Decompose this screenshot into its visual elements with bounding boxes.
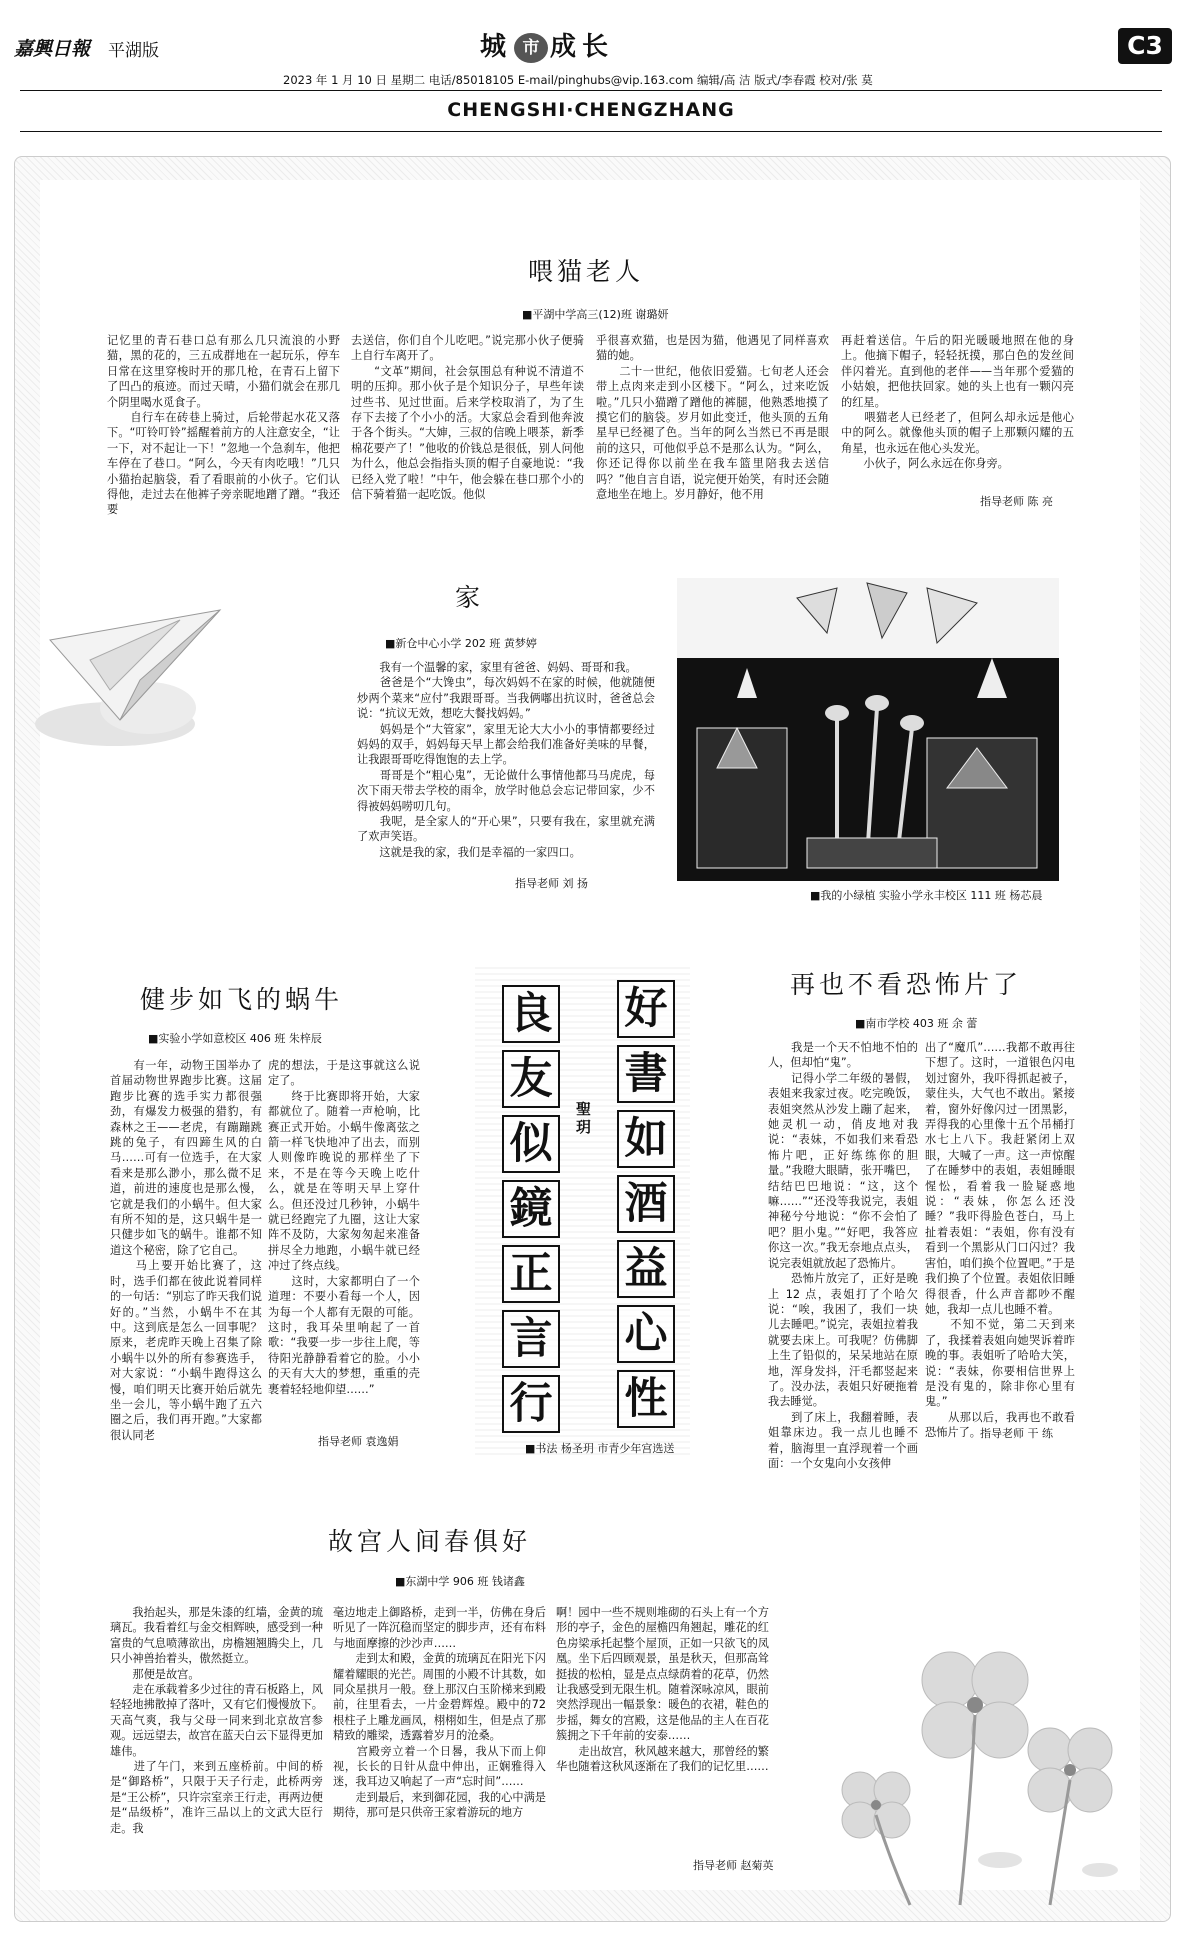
calligraphy-char: 心 bbox=[617, 1305, 675, 1363]
article-paragraph: 乎很喜欢猫，也是因为猫，他遇见了同样喜欢猫的她。 二十一世纪，他依旧爱猫。七旬老人还会带上点肉来走到小区楼下。“阿么，过来吃饭啦。”几只小猫蹭了蹭他的裤腿，他熟悉地摸了摸它们的脑袋。岁月如此变迁，他头顶的五角星早已经褪了色。当年的阿么当然已不再是眼前的这只，可他似乎总不是那么认为。“阿么，你还记得你以前坐在我车篮里陪我去送信吗？”他自言自语，说完便开始笑，有时还会随意地坐在地上。岁月静好，他不用 bbox=[596, 334, 829, 502]
article-paragraph: 我有一个温馨的家，家里有爸爸、妈妈、哥哥和我。 爸爸是个“大馋虫”，每次妈妈不在家的时候，他就随便炒两个菜来“应付”我跟哥哥。当我俩嘟出抗议时，爸爸总会说：“抗议无效，想吃大餐找妈妈。” 妈妈是个“大管家”，家里无论大大小小的事情都要经过妈妈的双手，妈妈每天早上都会给我们准备好美味的早餐，让我跟哥哥吃得饱饱的去上学。 哥哥是个“粗心鬼”，无论做什么事情他都马马虎虎，每次下雨天带去学校的雨伞，放学时他总会忘记带回家，少不得被妈妈唠叨几句。 我呢，是全家人的“开心果”，只要有我在，家里就充满了欢声笑语。 这就是我的家，我们是幸福的一家四口。 bbox=[357, 661, 655, 859]
article-byline-snail: ■实验小学如意校区 406 班 朱梓辰 bbox=[148, 1032, 322, 1045]
painting-caption: ■我的小绿植 实验小学永丰校区 111 班 杨芯晨 bbox=[810, 889, 1043, 902]
teacher-credit: 指导老师 袁逸娟 bbox=[318, 1435, 399, 1448]
article-title-feed-cat: 喂猫老人 bbox=[528, 257, 645, 286]
student-painting-image bbox=[677, 578, 1059, 881]
article-paragraph: 再赶着送信。午后的阳光暖暖地照在他的身上。他摘下帽子，轻轻抚摸，那白色的发丝间伴闪着光。直到他的老伴——当年那个爱猫的小姑娘，把他扶回家。她的头上也有一颗闪亮的红星。 喂猫老人已经老了，但阿么却永远是他心中的阿么。就像他头顶的帽子上那颗闪耀的五角星，也永远在他心头发光。 小伙子，阿么永远在你身旁。 bbox=[841, 334, 1074, 471]
article-paragraph: 有一年，动物王国举办了首届动物世界跑步比赛。这届跑步比赛的选手实力都很强劲，有爆发力极强的猎豹，有森林之王——老虎，有蹦蹦跳跳的兔子，有四蹄生风的白马……可有一位选手，在大家看来是那么渺小，那么微不足道，前进的速度也是那么慢，它就是我们的小蜗牛。但大家有所不知的是，这只蜗牛是一只健步如飞的蜗牛。谁都不知道这个秘密，除了它自己。 马上要开始比赛了，这时，选手们都在彼此说着同样的一句话：“别忘了昨天我们说好的。”当然，小蜗牛不在其中。这到底是怎么一回事呢？原来，老虎昨天晚上召集了除小蜗牛以外的所有参赛选手，对大家说：“小蜗牛跑得这么慢，咱们明天比赛开始后就先坐一会儿，等小蜗牛跑了五六圈之后，我们再开跑。”大家都很认同老 bbox=[110, 1059, 262, 1442]
calligraphy-char: 書 bbox=[617, 1045, 675, 1103]
clover-flowers-illustration bbox=[800, 1620, 1140, 1910]
section-title bbox=[480, 26, 614, 63]
calligraphy-char: 鏡 bbox=[502, 1180, 560, 1238]
article-title-horror: 再也不看恐怖片了 bbox=[790, 970, 1023, 999]
calligraphy-char: 益 bbox=[617, 1240, 675, 1298]
article-byline-home: ■新仓中心小学 202 班 黄梦婷 bbox=[385, 637, 537, 650]
teacher-credit: 指导老师 干 练 bbox=[980, 1427, 1053, 1440]
calligraphy-char: 言 bbox=[502, 1310, 560, 1368]
teacher-credit: 指导老师 陈 亮 bbox=[980, 495, 1053, 508]
pinyin-bar bbox=[20, 90, 1162, 132]
article-paragraph: 虎的想法，于是这事就这么说定了。 终于比赛即将开始，大家都就位了。随着一声枪响，比赛正式开始。小蜗牛像离弦之箭一样飞快地冲了出去，而别人则像昨晚说的那样坐了下来，不是在等今天晚上吃什么，就是在等明天早上穿什么。但还没过几秒钟，小蜗牛就已经跑完了九圈，这让大家阵不及防，大家匆匆起来准备拼尽全力地跑，小蜗牛就已经冲过了终点线。 这时，大家都明白了一个道理：不要小看每一个人，因为每一个人都有无限的可能。这时，我耳朵里响起了一首歌：“我要一步一步往上爬，等待阳光静静看着它的脸。小小的天有大大的梦想，重重的壳裹着轻轻地仰望……” bbox=[268, 1059, 420, 1396]
calligraphy-char: 行 bbox=[502, 1375, 560, 1433]
teacher-credit: 指导老师 刘 扬 bbox=[515, 877, 588, 890]
section-pinyin: CHENGSHI·CHENGZHANG bbox=[447, 99, 735, 121]
calligraphy-char: 似 bbox=[502, 1115, 560, 1173]
article-paragraph: 我抬起头，那是朱漆的红墙，金黄的琉璃瓦。我看着红与金交相辉映，感受到一种富贵的气息喷薄欲出，房檐翘翘腾尖上，几只小神兽抬着头，傲然挺立。 那便是故宫。 走在承载着多少过往的青石板路上，风轻轻地拂散掉了落叶，又有它们慢慢放下。天高气爽，我与父母一同来到北京故宫参观。远远望去，故宫在蓝天白云下显得更加雄伟。 进了午门，来到五座桥前。中间的桥是“御路桥”，只限于天子行走，此桥两旁是“王公桥”，只许宗室亲王行走，再两边便是“品级桥”，准许三品以上的文武大臣行走。我 bbox=[110, 1606, 323, 1835]
section-title-badge: 市 bbox=[514, 33, 548, 63]
paper-airplane-illustration bbox=[30, 600, 230, 750]
calligraphy-caption: ■书法 杨圣玥 市青少年宫选送 bbox=[525, 1442, 675, 1455]
section-title-right: 成长 bbox=[550, 32, 615, 62]
article-title-palace: 故宫人间春俱好 bbox=[328, 1527, 532, 1556]
calligraphy-char: 良 bbox=[502, 985, 560, 1043]
article-byline-feed-cat: ■平湖中学高三(12)班 谢璐妍 bbox=[522, 308, 669, 321]
edition-label: 平湖版 bbox=[108, 41, 159, 61]
calligraphy-char: 友 bbox=[502, 1050, 560, 1108]
section-title-left: 城 bbox=[480, 32, 513, 62]
article-byline-horror: ■南市学校 403 班 余 蕾 bbox=[855, 1017, 978, 1030]
page-code: C3 bbox=[1118, 28, 1172, 64]
calligraphy-char: 好 bbox=[617, 980, 675, 1038]
article-paragraph: 记忆里的青石巷口总有那么几只流浪的小野猫，黑的花的，三五成群地在一起玩乐，停车日常在这里穿梭时开的那几枪，在青石上留下了凹凸的痕迹。而过天晴，小猫们就会在那几个阴里喝水觅食子。 自行车在砖巷上骑过，后轮带起水花又落下。“叮铃叮铃”摇醒着前方的人注意安全，“让一下，对不起让一下！”忽地一个急刹车，他把车停在了巷口。“阿么，今天有肉吃哦！”几只小猫抬起脑袋，看了看眼前的小伙子。它们认得他，走过去在他裤子旁亲昵地蹭了蹭。“我还要 bbox=[107, 334, 340, 517]
article-byline-palace: ■东湖中学 906 班 钱诸鑫 bbox=[395, 1575, 525, 1588]
newspaper-brand: 嘉興日報 bbox=[14, 38, 91, 60]
calligraphy-char: 酒 bbox=[617, 1175, 675, 1233]
article-paragraph: 毫边地走上御路桥，走到一半，仿佛在身后听见了一阵沉稳而坚定的脚步声，还有布料与地面摩擦的沙沙声…… 走到太和殿，金黄的琉璃瓦在阳光下闪耀着耀眼的光芒。周围的小殿不计其数，如同众星拱月一般。登上那汉白玉阶梯来到殿前，往里看去，一片金碧辉煌。殿中的72根柱子上雕龙画凤，栩栩如生，但是点了那精致的雕梁，透露着岁月的沧桑。 宫殿旁立着一个日晷，我从下而上仰视，长长的日针从盘中伸出，正娴雅得入迷，我耳边又响起了一声“忘时间”…… 走到最后，来到御花园，我的心中满是期待，那可是只供帝王家着游玩的地方 bbox=[333, 1606, 546, 1820]
article-title-home: 家 bbox=[455, 583, 485, 612]
calligraphy-char: 如 bbox=[617, 1110, 675, 1168]
calligraphy-left-column bbox=[502, 985, 560, 1440]
article-paragraph: 啊！园中一些不规则堆砌的石头上有一个方形的亭子，金色的屋檐四角翘起，雕花的红色房梁承托起整个屋顶，正如一只欲飞的凤凰。坐下后四顾观景，虽是秋天，但那高耸挺拔的松柏，显是点点绿荫着的花草，仍然让我感受到无限生机。随着深咏凉风，眼前突然浮现出一幅景象：暖色的衣裙，鞋色的步摇，舞女的宫殿，这是他品的主人在百花簇拥之下千年前的安泰…… 走出故宫，秋风越来越大，那曾经的繁华也随着这秋风逐渐在了我们的记忆里…… bbox=[556, 1606, 769, 1774]
calligraphy-right-column bbox=[617, 980, 675, 1435]
calligraphy-char: 正 bbox=[502, 1245, 560, 1303]
calligraphy-signature: 聖玥 bbox=[576, 1100, 592, 1136]
calligraphy-char: 性 bbox=[617, 1370, 675, 1428]
article-paragraph: 我是一个天不怕地不怕的人，但却怕“鬼”。 记得小学二年级的暑假，表姐来我家过夜。吃完晚饭，表姐突然从沙发上蹦了起来，她灵机一动，俏皮地对我说：“表妹，不如我们来看恐怖片吧，正好练练你的胆量。”我瞪大眼睛，张开嘴巴，结结巴巴地说：“这，这个嘛……”“还没等我说完，表姐神秘兮兮地说：“你不会怕了吧？胆小鬼。”“好吧，我答应你这一次。”我无奈地点点头，说完表姐就放起了恐怖片。 恐怖片放完了，正好是晚上 12 点，表姐打了个哈欠说：“唉，我困了，我们一块儿去睡吧。”说完，表姐拉着我就要去床上。可我呢？仿佛脚上生了铅似的，呆呆地站在原地，浑身发抖，汗毛都竖起来了。没办法，表姐只好硬拖着我去睡觉。 到了床上，我翻着睡，表姐靠床边。我一点儿也睡不着，脑海里一直浮现着一个画面：一个女鬼向小女孩伸 bbox=[768, 1041, 918, 1470]
article-paragraph: 去送信，你们自个儿吃吧。”说完那小伙子便骑上自行车离开了。 “文革”期间，社会氛围总有种说不清道不明的压抑。那小伙子是个知识分子，早些年读过些书、见过世面。后来学校取消了，为了生存下去接了个小小的活。大家总会看到他奔波于各个街头。“大婶，三叔的信晚上喂茶，新季棉花要产了！”他收的价钱总是很低，别人问他为什么，他总会指指头顶的帽子自豪地说：“我已经入党了啦！”中午，他会躲在巷口那个小的信下骑着猫一起吃饭。他似 bbox=[351, 334, 584, 502]
article-title-snail: 健步如飞的蜗牛 bbox=[140, 985, 344, 1014]
teacher-credit: 指导老师 赵菊英 bbox=[693, 1859, 774, 1872]
article-paragraph: 出了“魔爪”……我都不敢再往下想了。这时，一道银色闪电划过窗外，我吓得抓起被子，蒙住头，大气也不敢出。紧接着，窗外好像闪过一团黑影，弄得我的心里像十五个吊桶打水七上八下。我赶紧闭上双眼，大喊了一声。这一声惊醒了在睡梦中的表姐，表姐睡眼惺忪，看着我一脸疑惑地说：“表妹，你怎么还没睡？”我吓得脸色苍白，马上扯着表姐：“表姐，你有没有看到一个黑影从门口闪过？我害怕，咱们换个位置吧。”于是我们换了个位置。表姐依旧睡得很香，什么声音都吵不醒她，我却一点儿也睡不着。 不知不觉，第二天到来了，我揉着表姐向她哭诉着昨晚的事。表姐听了哈哈大笑，说：“表妹，你要相信世界上是没有鬼的，除非你心里有鬼。” 从那以后，我再也不敢看恐怖片了。 bbox=[925, 1041, 1075, 1440]
info-line: 2023 年 1 月 10 日 星期二 电话/85018105 E-mail/pinghubs@vip.163.com 编辑/高 洁 版式/李春霞 校对/张 莫 bbox=[283, 73, 873, 87]
